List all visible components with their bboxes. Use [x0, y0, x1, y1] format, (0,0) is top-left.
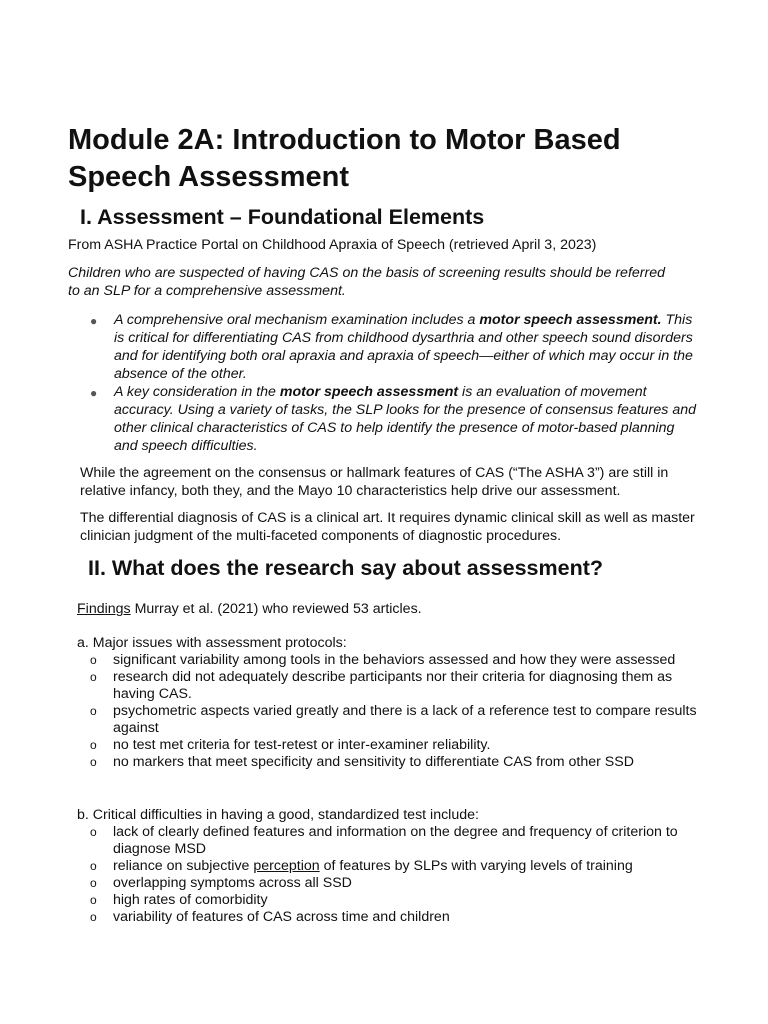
list-item-text-after: of features by SLPs with varying levels of training	[319, 858, 633, 874]
list-item-text: lack of clearly defined features and information on the degree and frequency of criterion to diagnose MSD	[113, 824, 678, 857]
list-item	[88, 669, 708, 703]
list-item	[88, 892, 708, 909]
bullet-item	[86, 311, 698, 383]
subsection-b-heading: b. Critical difficulties in having a good, standardized test include:	[77, 807, 479, 823]
list-bullet-icon: o	[90, 704, 97, 718]
assessment-bullet-list	[86, 311, 698, 455]
list-bullet-icon: o	[90, 910, 97, 924]
list-item-text: research did not adequately describe participants nor their criteria for diagnosing them as having CAS.	[113, 669, 673, 702]
subsection-a-heading: a. Major issues with assessment protocols:	[77, 635, 347, 651]
list-item-text: high rates of comorbidity	[113, 892, 268, 908]
list-item-text: significant variability among tools in the behaviors assessed and how they were assessed	[113, 652, 676, 668]
list-bullet-icon: o	[90, 653, 97, 667]
list-item	[88, 652, 708, 669]
test-difficulties-list	[88, 824, 708, 926]
list-item-text: no markers that meet specificity and sensitivity to differentiate CAS from other SSD	[113, 754, 634, 770]
list-bullet-icon: o	[90, 670, 97, 684]
list-item-text: overlapping symptoms across all SSD	[113, 875, 352, 891]
bullet-text-before: A key consideration in the	[114, 384, 280, 400]
bullet-icon: ●	[90, 314, 98, 328]
bullet-bold-text: motor speech assessment.	[479, 312, 662, 328]
findings-label: Findings	[77, 601, 131, 617]
findings-line	[77, 600, 422, 618]
asha-paragraph: While the agreement on the consensus or hallmark features of CAS (“The ASHA 3”) are still in relative infancy, both they, and the Mayo 10 characteristics help drive our assessment.	[80, 465, 669, 499]
list-bullet-icon: o	[90, 859, 97, 873]
section-heading-foundational: I. Assessment – Foundational Elements	[80, 205, 485, 229]
bullet-icon: ●	[90, 386, 98, 400]
assessment-issues-list	[88, 652, 708, 771]
list-item-text: variability of features of CAS across time and children	[113, 909, 450, 925]
bullet-text-after: This is critical for differentiating CAS from childhood dysarthria and other speech sound disorders and for identifying both oral apraxia and apraxia of speech—either of which may occur in the absence of the other.	[114, 312, 693, 382]
intro-paragraph: Children who are suspected of having CAS on the basis of screening results should be referred to an SLP for a comprehensive assessment.	[68, 265, 666, 299]
list-item	[88, 824, 708, 858]
list-bullet-icon: o	[90, 893, 97, 907]
bullet-item	[86, 383, 698, 455]
list-item	[88, 858, 708, 875]
differential-diagnosis-paragraph: The differential diagnosis of CAS is a clinical art. It requires dynamic clinical skill as well as master clinician judgment of the multi-faceted components of diagnostic procedures.	[80, 510, 695, 544]
page-title: Module 2A: Introduction to Motor Based Speech Assessment	[68, 124, 621, 193]
list-bullet-icon: o	[90, 755, 97, 769]
findings-text: Murray et al. (2021) who reviewed 53 articles.	[130, 601, 422, 617]
underlined-term: perception	[253, 858, 320, 874]
list-item	[88, 737, 708, 754]
source-line: From ASHA Practice Portal on Childhood Apraxia of Speech (retrieved April 3, 2023)	[68, 237, 597, 253]
list-item-text-before: reliance on subjective	[113, 858, 254, 874]
bullet-text-before: A comprehensive oral mechanism examination includes a	[114, 312, 480, 328]
list-item	[88, 909, 708, 926]
list-bullet-icon: o	[90, 876, 97, 890]
bullet-bold-text: motor speech assessment	[279, 384, 459, 400]
list-bullet-icon: o	[90, 825, 97, 839]
list-item	[88, 754, 708, 771]
list-item-text: psychometric aspects varied greatly and there is a lack of a reference test to compare results against	[113, 703, 697, 736]
list-bullet-icon: o	[90, 738, 97, 752]
list-item	[88, 703, 708, 737]
section-heading-research: II. What does the research say about assessment?	[88, 556, 603, 580]
list-item	[88, 875, 708, 892]
list-item-text: no test met criteria for test-retest or inter-examiner reliability.	[113, 737, 491, 753]
bullet-text-after: is an evaluation of movement accuracy. Using a variety of tasks, the SLP looks for the presence of consensus features and other clinical characteristics of CAS to help identify the presence of motor-based planning and speech difficulties.	[114, 384, 696, 454]
